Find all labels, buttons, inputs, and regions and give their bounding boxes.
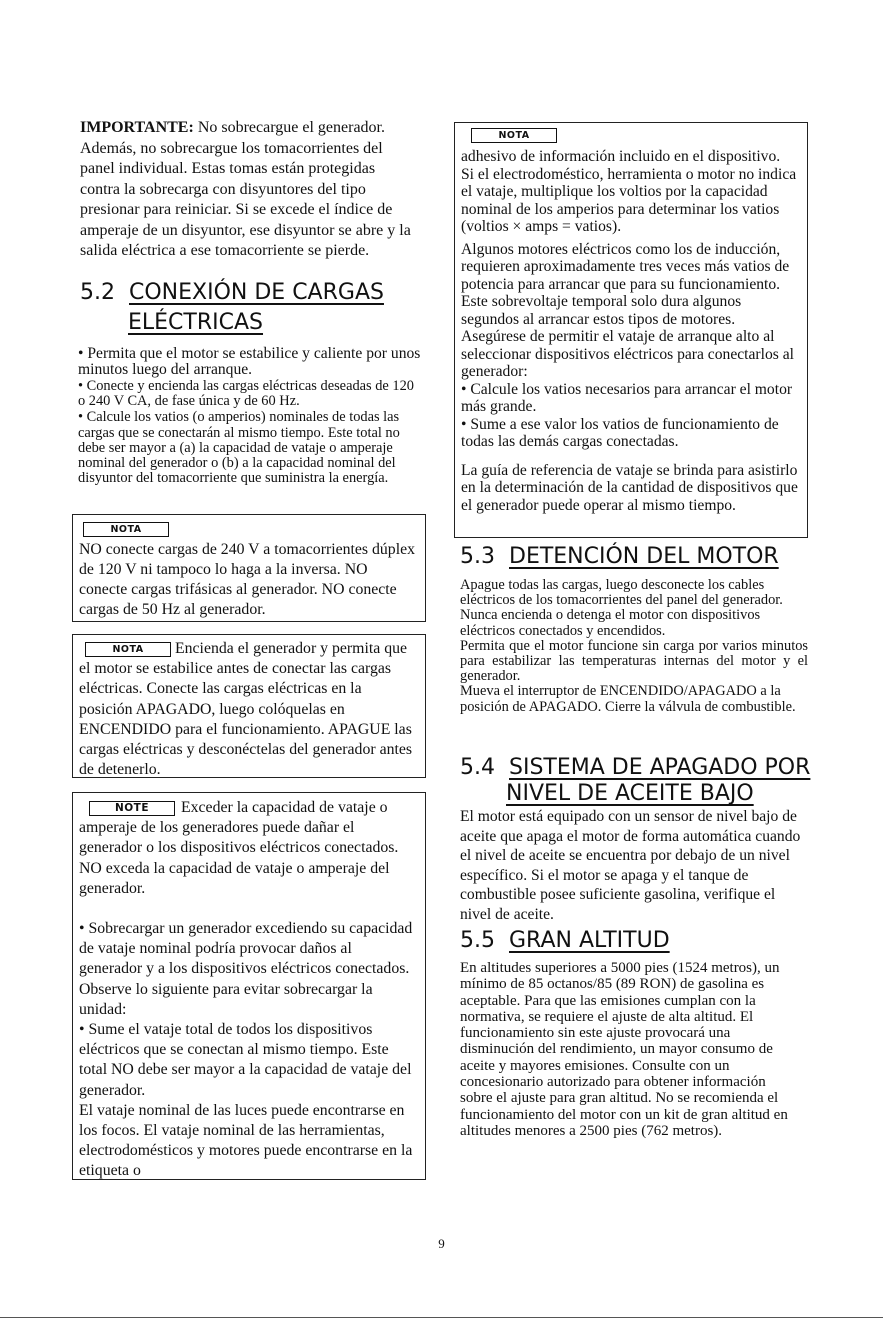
section-number: 5.2: [80, 280, 115, 305]
note-box-3: [72, 792, 426, 1180]
nota-text: adhesivo de información incluido en el dispositivo.: [461, 148, 781, 165]
nota-text: • Calcule los vatios necesarios para arrancar el motor más grande.: [461, 380, 793, 415]
nota-box-2: [72, 634, 426, 778]
important-label: IMPORTANTE:: [80, 119, 194, 136]
section-5-5-body: En altitudes superiores a 5000 pies (1524 metros), un mínimo de 85 octanos/85 (89 RON) de gasolina es aceptable. Para que las emisiones cumplan con la normativa, se requiere el ajuste de alta altitud. El funcionamiento sin este ajuste provocará una disminución del rendimiento, un mayor consumo de aceite y mayores emisiones. Consulte con un concesionario autorizado para obtener información sobre el ajuste para gran altitud. No se recomienda el funcionamiento del motor con un kit de gran altitud en altitudes menores a 2500 pies (762 metros).: [460, 960, 788, 1139]
section-5-5-heading: [460, 928, 670, 953]
section-5-3-heading: [460, 544, 779, 569]
bullet-item: • Calcule los vatios (o amperios) nominales de todas las cargas que se conectarán al mismo tiempo. Este total no debe ser mayor a (a) la capacidad de vataje o amperaje nominal del generador o (b) a la capacidad nominal del disyuntor del tomacorriente que suministra la energía.: [78, 409, 400, 487]
section-5-4-heading-line2: [506, 781, 754, 806]
note-tag: NOTE: [89, 801, 175, 816]
section-number: 5.3: [460, 544, 495, 569]
nota-tag: NOTA: [85, 642, 171, 657]
bullet-item: • Conecte y encienda las cargas eléctricas deseadas de 120 o 240 V CA, de fase única y de 60 Hz.: [78, 378, 415, 410]
nota-text: Si el electrodoméstico, herramienta o motor no indica el vataje, multiplique los voltios por la capacidad nominal de los amperios para determinar los vatios (voltios × amps = vatios).: [461, 165, 797, 235]
section-title: GRAN ALTITUD: [509, 928, 670, 953]
section-5-4-body: El motor está equipado con un sensor de nivel bajo de aceite que apaga el motor de forma automática cuando el nivel de aceite se encuentra por debajo de un nivel específico. Si el motor se apaga y el tanque de combustible posee suficiente gasolina, verifique el nivel de aceite.: [460, 808, 801, 923]
bullet-item: • Permita que el motor se estabilice y caliente por unos minutos luego del arranque.: [78, 345, 421, 378]
section-title: CONEXIÓN DE CARGAS: [129, 280, 384, 305]
nota-text: La guía de referencia de vataje se brinda para asistirlo en la determinación de la cantidad de dispositivos que el generador puede operar al mismo tiempo.: [461, 461, 798, 514]
section-number: 5.4: [460, 755, 495, 780]
nota-text: Algunos motores eléctricos como los de inducción, requieren aproximadamente tres veces más vatios de potencia para arrancar que para su funcionamiento. Este sobrevoltaje temporal solo dura algunos segundos al arrancar estos tipos de motores. Asegúrese de permitir el vataje de arranque alto al seleccionar dispositivos eléctricos para conectarlos al generador:: [461, 240, 794, 380]
section-5-2-bullets: [78, 346, 424, 486]
section-title: DETENCIÓN DEL MOTOR: [509, 544, 779, 569]
nota-box-1: [72, 514, 426, 622]
note-text: El vataje nominal de las luces puede encontrarse en los focos. El vataje nominal de las herramientas, electrodomésticos y motores puede encontrarse en la etiqueta o: [79, 1101, 413, 1180]
section-title-continued: NIVEL DE ACEITE BAJO: [506, 781, 754, 806]
note-text: • Sobrecargar un generador excediendo su capacidad de vataje nominal podría provocar daños al generador y a los dispositivos eléctricos conectados. Observe lo siguiente para evitar sobrecargar la unidad:: [79, 920, 413, 1018]
nota-tag: NOTA: [471, 128, 557, 143]
body-text: Permita que el motor funcione sin carga por varios minutos para estabilizar las temperaturas internas del motor y el generador.: [460, 637, 808, 685]
nota-tag: NOTA: [83, 522, 169, 537]
important-text: No sobrecargue el generador. Además, no sobrecargue los tomacorrientes del panel individual. Estas tomas están protegidas contra la sobrecarga con disyuntores del tipo presionar para reiniciar. Si se excede el índice de amperaje de un disyuntor, ese disyuntor se abre y la salida eléctrica a ese tomacorriente se pierde.: [80, 119, 411, 259]
section-5-4-heading: [460, 755, 810, 780]
nota-text: NO conecte cargas de 240 V a tomacorrientes dúplex de 120 V ni tampoco lo haga a la inversa. NO conecte cargas trifásicas al generador. NO conecte cargas de 50 Hz al generador.: [79, 541, 416, 618]
note-text: • Sume el vataje total de todos los dispositivos eléctricos que se conectan al mismo tiempo. Este total NO debe ser mayor a la capacidad de vataje del generador.: [79, 1021, 412, 1099]
body-text: Mueva el interruptor de ENCENDIDO/APAGADO a la posición de APAGADO. Cierre la válvula de combustible.: [460, 683, 796, 715]
important-paragraph: [80, 118, 418, 262]
page-number: 9: [438, 1236, 445, 1251]
nota-box-4: [454, 122, 808, 538]
section-5-2-heading: [80, 280, 384, 305]
section-title-continued: ELÉCTRICAS: [128, 310, 264, 335]
section-5-3-body: [460, 578, 808, 715]
nota-text: • Sume a ese valor los vatios de funcionamiento de todas las demás cargas conectadas.: [461, 415, 779, 450]
section-number: 5.5: [460, 928, 495, 953]
nota-text: Encienda el generador y permita que el motor se estabilice antes de conectar las cargas eléctricas. Conecte las cargas eléctricas en la posición APAGADO, luego colóquelas en ENCENDIDO para el funcionamiento. APAGUE las cargas eléctricas y desconéctelas del generador antes de detenerlo.: [79, 640, 413, 779]
section-title: SISTEMA DE APAGADO POR: [509, 755, 811, 780]
body-text: Apague todas las cargas, luego desconecte los cables eléctricos de los tomacorrientes del panel del generador. Nunca encienda o detenga el motor con dispositivos eléctricos conectados y encendidos.: [460, 577, 783, 639]
note-text: Exceder la capacidad de vataje o amperaje de los generadores puede dañar el generador o los dispositivos eléctricos conectados. NO exceda la capacidad de vataje o amperaje del generador.: [79, 799, 399, 897]
section-5-2-heading-line2: [128, 310, 263, 335]
page-bottom-rule: [0, 1317, 883, 1318]
